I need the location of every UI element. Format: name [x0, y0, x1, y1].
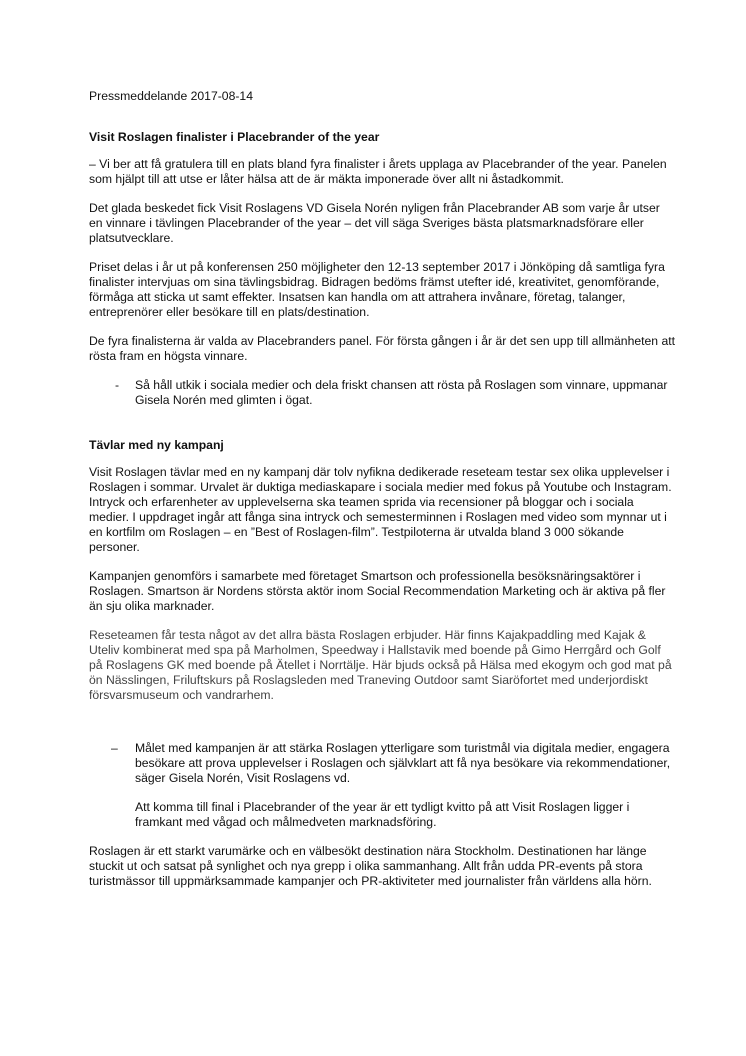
paragraph-closing: Roslagen är ett starkt varumärke och en välbesökt destination nära Stockholm. Destinationen har länge stuckit ut och satsat på synlighet och nya grepp i olika sammanhang. Allt från udda PR-events på stora turistmässor till uppmärksammade kampanjer och PR-aktiviteter med journalister från världens alla hörn. — [89, 844, 652, 888]
bullet-quote-goal — [89, 741, 676, 786]
paragraph-public-vote: De fyra finalisterna är valda av Placebranders panel. För första gången i år är det sen upp till allmänheten att rösta fram en högsta vinnare. — [89, 334, 676, 363]
section-heading-campaign: Tävlar med ny kampanj — [89, 438, 224, 452]
paragraph-campaign-intro: Visit Roslagen tävlar med en ny kampanj där tolv nyfikna dedikerade reseteam testar sex olika upplevelser i Roslagen i sommar. Urvalet är duktiga mediaskapare i sociala medier med fokus på Youtube och Instagram. Intryck och erfarenheter av upplevelserna ska teamen sprida via recensioner på bloggar och i sociala medier. I uppdraget ingår att fånga sina intryck och semesterminnen i Roslagen med video som mynnar ut i en kortfilm om Roslagen – en ”Best of Roslagen-film”. Testpiloterna är utvalda bland 3 000 sökande personer. — [89, 465, 672, 554]
bullet-goal-text: Målet med kampanjen är att stärka Roslagen ytterligare som turistmål via digitala medier, engagera besökare att prova upplevelser i Roslagen och självklart att få nya besökare via rekommendationer, säger Gisela Norén, Visit Roslagens vd. — [135, 741, 671, 785]
bullet-dash: – — [111, 741, 118, 755]
paragraph-experiences: Reseteamen får testa något av det allra bästa Roslagen erbjuder. Här finns Kajakpaddling med Kajak & Uteliv kombinerat med spa på Marholmen, Speedway i Hallstavik med boende på Gimo Herrgård och Golf på Roslagens GK med boende på Ätellet i Norrtälje. Här bjuds också på Hälsa med ekogym och god mat på ön Nässlingen, Friluftskurs på Roslagsleden med Traneving Outdoor samt Siaröfortet med underjordiskt försvarsmuseum och vandrarhem. — [89, 628, 672, 702]
spacer — [89, 717, 676, 741]
press-release-date: Pressmeddelande 2017-08-14 — [89, 89, 253, 103]
paragraph-intro-quote: – Vi ber att få gratulera till en plats bland fyra finalister i årets upplaga av Placebrander of the year. Panelen som hjälpt till att utse er låter hälsa att de är mäkta imponerade över allt ni åstadkommit. — [89, 157, 667, 186]
document-title: Visit Roslagen finalister i Placebrander of the year — [89, 130, 380, 144]
paragraph-announcement: Det glada beskedet fick Visit Roslagens VD Gisela Norén nyligen från Placebrander AB som varje år utser en vinnare i tävlingen Placebrander of the year – det vill säga Sveriges bästa platsmarknadsförare eller platsutvecklare. — [89, 201, 660, 245]
bullet-quote-vote — [89, 378, 676, 408]
paragraph-final-quote: Att komma till final i Placebrander of the year är ett tydligt kvitto på att Visit Roslagen ligger i framkant med vågad och målmedveten marknadsföring. — [135, 800, 630, 829]
paragraph-award-details: Priset delas i år ut på konferensen 250 möjligheter den 12-13 september 2017 i Jönköping då samtliga fyra finalister intervjuas om sina tävlingsbidrag. Bidragen bedöms främst utefter idé, kreativitet, genomförande, förmåga att sticka ut samt effekter. Insatsen kan handla om att attrahera invånare, företag, talanger, entreprenörer eller besökare till en plats/destination. — [89, 260, 665, 319]
paragraph-smartson: Kampanjen genomförs i samarbete med företaget Smartson och professionella besöksnäringsaktörer i Roslagen. Smartson är Nordens största aktör inom Social Recommendation Marketing och är aktiva på fler än sju olika marknader. — [89, 569, 666, 613]
bullet-dash: - — [115, 378, 120, 392]
bullet-quote-text: Så håll utkik i sociala medier och dela friskt chansen att rösta på Roslagen som vinnare, uppmanar Gisela Norén med glimten i ögat. — [135, 378, 668, 407]
